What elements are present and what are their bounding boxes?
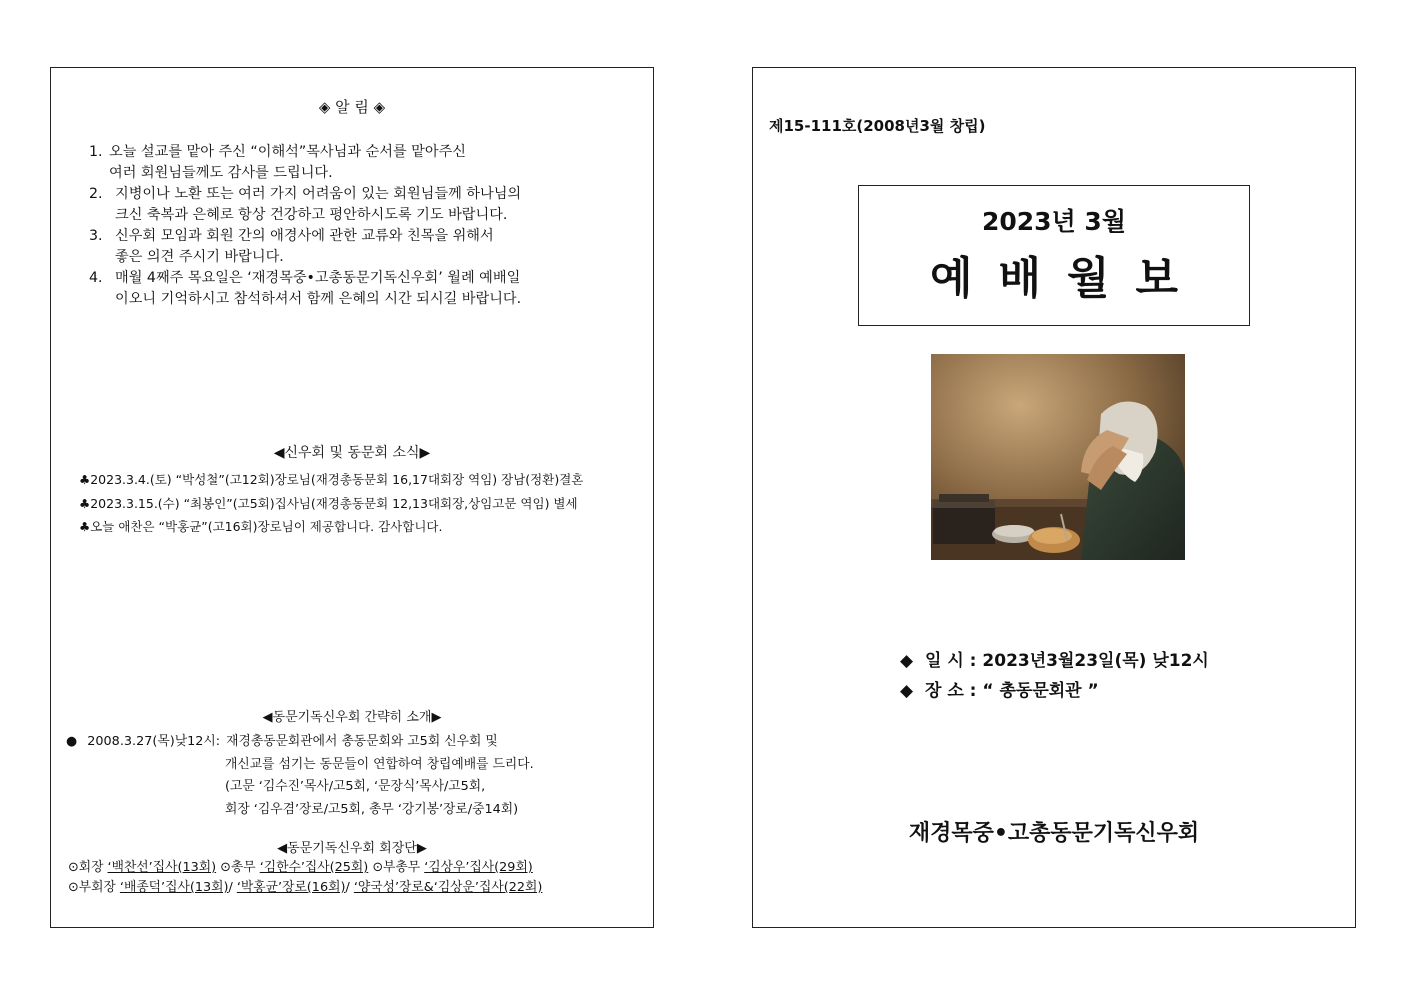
notice-text: 오늘 설교를 맡아 주신 “이해석”목사님과 순서를 맡아주신 여러 회원님들께도 감사를 드립니다.	[109, 144, 466, 181]
intro-line: 재경총동문회관에서 총동문회와 고5회 신우회 및	[226, 734, 498, 749]
board-role: ⊙총무	[216, 860, 260, 875]
notice-item	[89, 268, 629, 310]
news-item: ♣2023.3.15.(수) “최봉인”(고5회)집사님(재경총동문회 12,13대회장,상임고문 역임) 별세	[79, 495, 578, 511]
praying-elder-image	[931, 354, 1185, 560]
board-member: ‘배종덕’집사(13회)	[119, 880, 229, 895]
board-member: ‘김상우’집사(29회)	[424, 860, 533, 875]
info-label: 장 소 :	[925, 681, 983, 701]
title-box	[858, 185, 1250, 326]
news-item: ♣오늘 애찬은 “박홍균”(고16회)장로님이 제공합니다. 감사합니다.	[79, 519, 443, 534]
intro-section	[66, 731, 646, 821]
left-page	[50, 67, 654, 928]
news-item: ♣2023.3.4.(토) “박성철”(고12회)장로님(재경총동문회 16,17대회장 역임) 장남(정환)결혼	[79, 472, 584, 487]
issue-number: 제15-111호(2008년3월 창립)	[769, 117, 986, 135]
notice-title: ◈ 알 림 ◈	[318, 98, 386, 116]
board-member: ‘백찬선’집사(13회)	[107, 860, 217, 875]
board-member: ‘김한수’집사(25회)	[259, 860, 369, 875]
diamond-icon: ◆	[900, 681, 914, 701]
notice-number: 3.	[89, 228, 103, 244]
notice-list	[89, 142, 629, 310]
notice-number: 4.	[89, 270, 103, 286]
intro-title: ◀동문기독신우회 간략히 소개▶	[262, 710, 442, 725]
board-role: ⊙부총무	[368, 860, 425, 875]
info-label: 일 시 :	[925, 651, 983, 671]
board-member: ‘박홍균’장로(16회)	[236, 880, 346, 895]
notice-text: 매월 4째주 목요일은 ‘재경목중•고총동문기독신우회’ 월례 예배일 이오니 기억하시고 참석하셔서 함께 은혜의 시간 되시길 바랍니다.	[115, 270, 522, 307]
title-main: 예배월보	[929, 253, 1204, 304]
notice-text: 신우회 모임과 회원 간의 애경사에 관한 교류와 친목을 위해서 좋은 의견 주시기 바랍니다.	[115, 228, 494, 265]
intro-line: 회장 ‘김우겸’장로/고5회, 총무 ‘강기봉’장로/중14회)	[225, 801, 519, 817]
notice-number: 1.	[89, 144, 103, 160]
intro-first-line	[66, 731, 646, 754]
notice-item	[89, 142, 629, 184]
event-time	[900, 646, 1209, 676]
board-row	[68, 858, 648, 878]
intro-line: 개신교를 섬기는 동문들이 연합하여 창립예배를 드리다.	[225, 756, 534, 772]
board-role: ⊙회장	[68, 860, 108, 875]
event-place	[900, 676, 1209, 706]
news-title: ◀신우회 및 동문회 소식▶	[273, 445, 431, 461]
intro-date: 2008.3.27(목)낮12시:	[87, 734, 221, 749]
board-role: /	[228, 880, 237, 895]
info-value: “ 총동문회관 ”	[982, 681, 1099, 701]
notice-text: 지병이나 노환 또는 여러 가지 어려움이 있는 회원님들께 하나님의 크신 축복과 은혜로 항상 건강하고 평안하시도록 기도 바랍니다.	[115, 186, 522, 223]
board-member: ‘양국성’장로&‘김상운’집사(22회)	[353, 880, 543, 895]
organization-name: 재경목중•고총동문기독신우회	[908, 821, 1200, 846]
board-role: ⊙부회장	[68, 880, 120, 895]
board-role: /	[345, 880, 354, 895]
notice-item	[89, 226, 629, 268]
title-year: 2023년 3월	[982, 207, 1126, 236]
board-row	[68, 878, 648, 898]
info-value: 2023년3월23일(목) 낮12시	[982, 651, 1209, 671]
news-list	[79, 468, 639, 539]
intro-line: (고문 ‘김수진’목사/고5회, ‘문장식’목사/고5회,	[225, 779, 486, 794]
notice-number: 2.	[89, 186, 103, 202]
diamond-icon: ◆	[900, 651, 914, 671]
board-title: ◀동문기독신우회 회장단▶	[277, 841, 427, 856]
board-section	[68, 858, 648, 898]
notice-item	[89, 184, 629, 226]
right-page	[752, 67, 1356, 928]
bullet-icon: ●	[66, 734, 78, 749]
event-info	[900, 646, 1209, 706]
